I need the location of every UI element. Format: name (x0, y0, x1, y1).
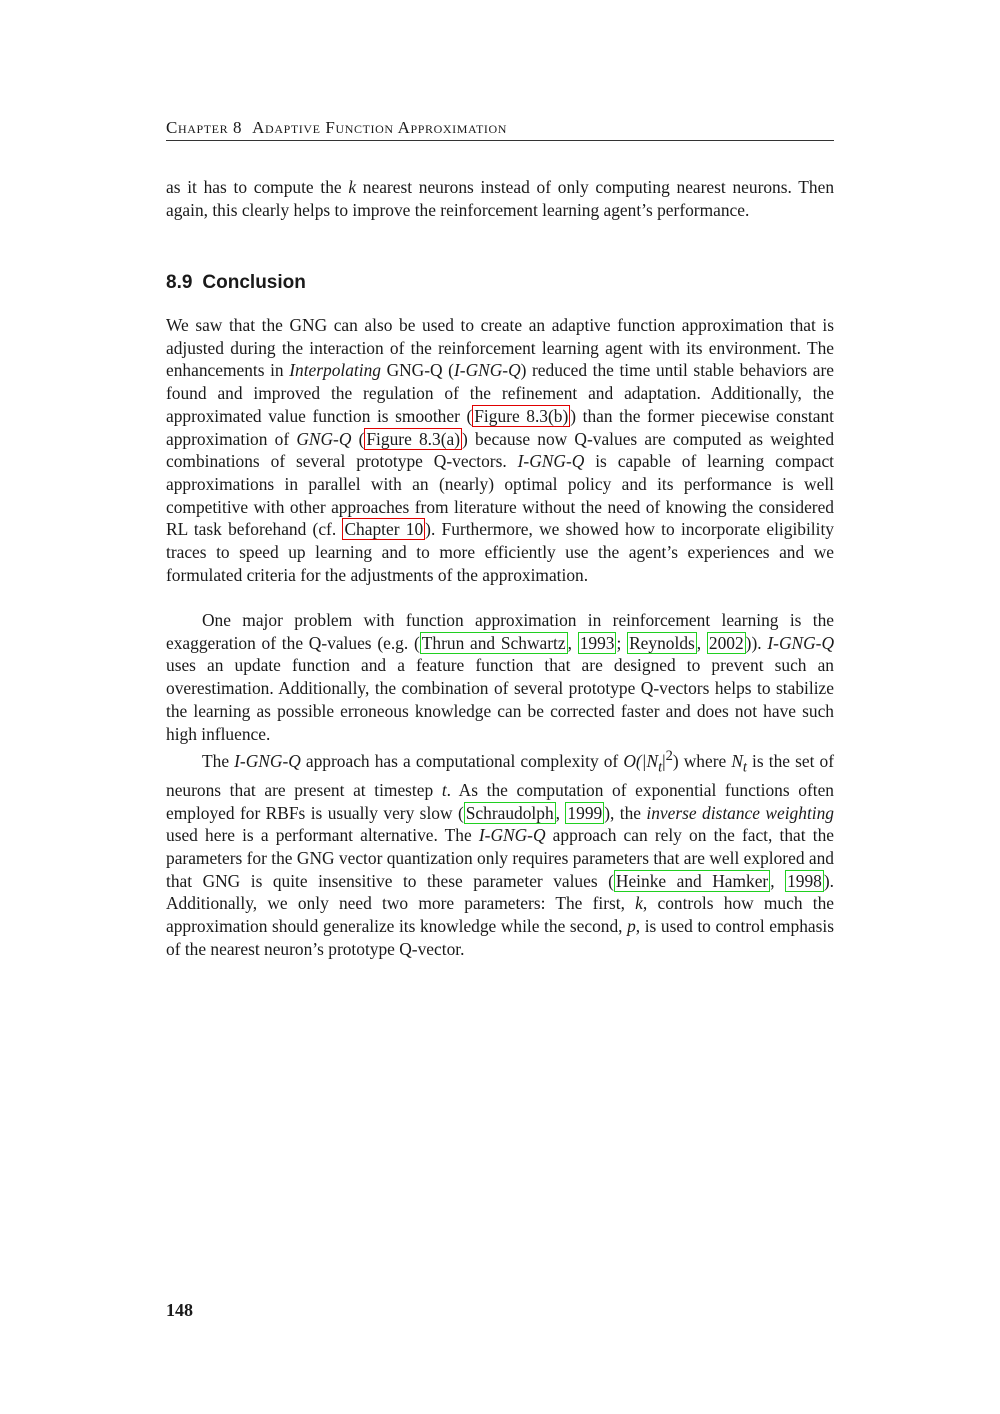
text-run: is capable of learning compact approximations in parallel with an (nearly) optimal policy and its performance is well competitive with other approaches from literature without the need of knowing the considered RL task beforehand (cf. (166, 451, 834, 540)
text-run: ), the (604, 802, 647, 823)
text-run: uses an update function and a feature function that are designed to prevent such an overestimation. Additionally, the combination of several prototype Q-vectors helps to stabilize the learning as possible erroneous knowledge can be corrected faster and does not have such high influence. (166, 655, 834, 744)
text-run: approach has a computational complexity of (300, 750, 624, 771)
math-subscript: t (658, 759, 663, 776)
citation-link[interactable]: 1999 (567, 802, 603, 823)
method-name: I-GNG-Q (234, 750, 301, 771)
text-run: used here is a performant alternative. The (166, 825, 479, 846)
paragraph-continuation (166, 176, 834, 221)
text-run: The (202, 750, 235, 771)
text-run: GNG-Q ( (380, 360, 454, 381)
paragraph-conclusion-2 (166, 609, 834, 745)
method-name: I-GNG-Q (517, 451, 585, 472)
citation-link[interactable]: 2002 (708, 632, 744, 653)
text-run: where (678, 750, 732, 771)
math-var: k (635, 893, 643, 914)
text-run: ) reduced the time until stable behaviors are found and improved the regulation of the refinement and adaptation. Additionally, the approximated value function is smoother ( (166, 360, 835, 426)
math-symbol: ) (672, 750, 679, 771)
math-var: t (441, 779, 447, 800)
method-name: I-GNG-Q (767, 632, 835, 653)
running-header (166, 118, 834, 141)
text-run: nearest neurons instead of only computing nearest neurons. Then again, this clearly helps to improve the reinforcement learning agent’s performance. (166, 177, 835, 220)
text-run: ). Additionally, we only need two more parameters: The first, (166, 870, 834, 914)
method-name: I-GNG-Q (478, 825, 546, 846)
text-run: One major problem with function approximation in reinforcement learning is the exaggeration of the Q-values (e.g. ( (166, 610, 834, 653)
chapter-title: Adaptive Function Approximation (252, 118, 508, 137)
text-run: ) because now Q-values are computed as weighted combinations of several prototype Q-vectors. (166, 428, 835, 472)
page-number: 148 (166, 1300, 193, 1320)
citation-link[interactable]: Thrun and Schwartz (421, 632, 566, 653)
citation-link[interactable]: Reynolds (629, 632, 695, 653)
math-superscript: 2 (665, 748, 673, 764)
section-number: 8.9 (166, 272, 193, 293)
text-run: We saw that the GNG can also be used to create an adaptive function approximation that is adjusted during the interaction of the reinforcement learning agent with its environment. The enhancements in (166, 315, 834, 381)
text-run: approach can rely on the fact, that the parameters for the GNG vector quantization only requires parameters that are well explored and that GNG is quite insensitive to these parameter values ( (166, 825, 834, 891)
citation-link[interactable]: 1993 (579, 632, 615, 653)
text-run: is the set of neurons that are present at timestep (166, 750, 834, 800)
text-run: , controls how much the approximation should generalize its knowledge while the second, (166, 893, 834, 937)
text-run: , is used to control emphasis of the nearest neuron’s prototype Q-vector. (166, 916, 834, 959)
math-expression: O(|N (623, 750, 659, 771)
text-run: as it has to compute the (166, 177, 349, 197)
figure-ref-link[interactable]: Figure 8.3(b) (474, 405, 569, 426)
text-run: ) than the former piecewise constant approximation of (166, 405, 834, 449)
text-run: , (567, 632, 578, 653)
emphasis: Interpolating (289, 360, 381, 381)
chapter-label: Chapter 8 (166, 118, 243, 137)
text-run: , (696, 632, 707, 653)
citation-link[interactable]: Schraudolph (465, 802, 554, 823)
paragraph-conclusion-3 (166, 745, 834, 961)
emphasis: inverse distance weighting (646, 802, 834, 823)
text-run: . As the computation of exponential functions often employed for RBFs is usually very slow ( (166, 779, 834, 823)
math-var: k (348, 177, 357, 197)
text-run: ). Furthermore, we showed how to incorporate eligibility traces to speed up learning and to more efficiently use the agent’s experiences and we formulated criteria for the adjustments of the approximation. (166, 519, 834, 585)
math-var: p (627, 916, 636, 937)
citation-link[interactable]: 1998 (787, 870, 822, 891)
text-run: , (770, 870, 786, 891)
math-var: N (731, 750, 743, 771)
method-name: I-GNG-Q (453, 360, 521, 381)
text-run: , (555, 802, 566, 823)
section-heading (166, 272, 306, 294)
math-symbol: | (662, 750, 666, 771)
text-run: ; (616, 632, 628, 653)
citation-link[interactable]: Heinke and Hamker (615, 870, 769, 891)
math-subscript: t (742, 759, 747, 776)
chapter-ref-link[interactable]: Chapter 10 (344, 519, 424, 540)
text-run: ( (351, 428, 365, 449)
figure-ref-link[interactable]: Figure 8.3(a) (366, 428, 461, 449)
text-run: )). (745, 632, 768, 653)
paragraph-conclusion-1 (166, 314, 834, 586)
section-title: Conclusion (202, 272, 306, 293)
method-name: GNG-Q (296, 428, 352, 449)
